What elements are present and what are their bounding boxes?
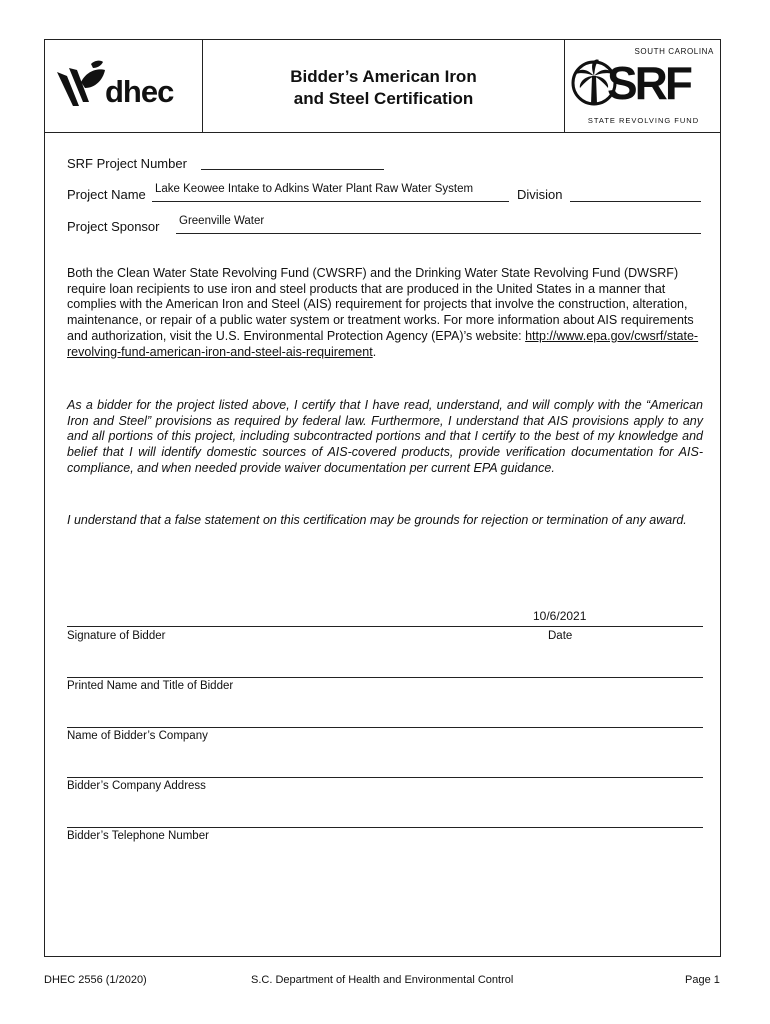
footer-form-id: DHEC 2556 (1/2020)	[44, 974, 147, 986]
date-label: Date	[548, 630, 573, 642]
printed-name-label: Printed Name and Title of Bidder	[67, 680, 234, 692]
telephone-line[interactable]	[67, 827, 703, 828]
printed-name-line[interactable]	[67, 677, 703, 678]
false-statement-paragraph: I understand that a false statement on this certification may be grounds for rejection or termination of any award.	[67, 513, 687, 527]
form-frame	[44, 39, 721, 957]
dhec-leaf-icon	[53, 58, 109, 114]
srf-number-field[interactable]	[201, 156, 384, 170]
date-value: 10/6/2021	[533, 609, 587, 623]
intro-suffix: .	[372, 344, 377, 359]
form-header	[45, 40, 720, 133]
signature-line[interactable]	[67, 626, 703, 627]
company-name-label: Name of Bidder’s Company	[67, 730, 208, 742]
project-sponsor-label: Project Sponsor	[67, 219, 160, 234]
project-name-value: Lake Keowee Intake to Adkins Water Plant Raw Water System	[155, 183, 474, 195]
srf-state-label: SOUTH CAROLINA	[634, 47, 714, 56]
footer-agency: S.C. Department of Health and Environmental Control	[251, 974, 514, 986]
srf-wordmark: SRF	[607, 57, 690, 109]
division-label: Division	[517, 187, 563, 202]
project-name-field[interactable]	[152, 183, 509, 202]
company-name-line[interactable]	[67, 727, 703, 728]
title-line-1: Bidder’s American Iron	[290, 67, 477, 86]
project-sponsor-value: Greenville Water	[179, 215, 265, 227]
certification-paragraph: As a bidder for the project listed above, I certify that I have read, understand, and will comply with the “American Iron and Steel” provisions as required by federal law. Furthermore, I understand that AIS provisions apply to any and all portions of this project, including subcontracted portions and that I certify to the best of my knowledge and belief that I will identify domestic sources of AIS-covered products, provide verification documentation for AIS-compliance, and when needed provide waiver documentation per current EPA guidance.	[67, 398, 703, 475]
intro-text: Both the Clean Water State Revolving Fund (CWSRF) and the Drinking Water State Revolving Fund (DWSRF) require loan recipients to use iron and steel products that are produced in the United States in a manner that complies with the American Iron and Steel (AIS) requirement for projects that involve the construction, alteration, maintenance, or repair of a public water system or treatment works. For more information about AIS requirements and authorization, visit the U.S. Environmental Protection Agency (EPA)’s website:	[67, 266, 694, 343]
footer-page-number: Page 1	[685, 974, 720, 986]
intro-paragraph	[67, 266, 703, 360]
title-line-2: and Steel Certification	[293, 89, 474, 108]
epa-ais-link[interactable]: http://www.epa.gov/cwsrf/state-revolving-fund-american-iron-and-steel-ais-requirement	[67, 328, 699, 359]
signature-label: Signature of Bidder	[67, 630, 166, 642]
division-field[interactable]	[570, 187, 701, 202]
srf-number-label: SRF Project Number	[67, 156, 187, 171]
srf-logo	[564, 40, 720, 132]
company-address-line[interactable]	[67, 777, 703, 778]
page-title	[203, 66, 564, 110]
telephone-label: Bidder’s Telephone Number	[67, 830, 209, 842]
company-address-label: Bidder’s Company Address	[67, 780, 206, 792]
dhec-logo	[45, 40, 203, 132]
project-sponsor-field[interactable]	[176, 215, 701, 234]
dhec-wordmark: dhec	[105, 74, 174, 109]
project-name-label: Project Name	[67, 187, 146, 202]
srf-tagline: STATE REVOLVING FUND	[587, 116, 700, 125]
